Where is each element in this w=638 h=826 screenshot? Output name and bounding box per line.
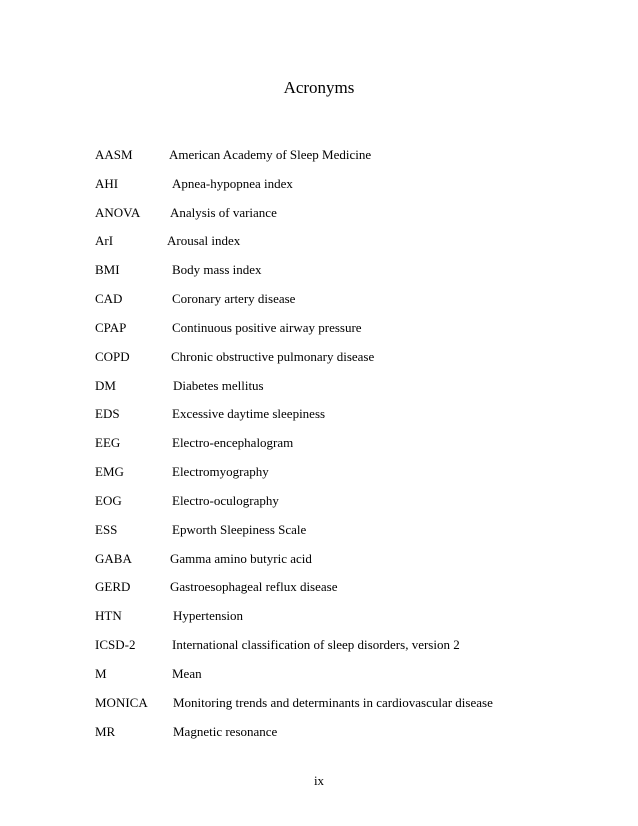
acronym-definition: Gastroesophageal reflux disease [170, 579, 338, 595]
acronym-definition: Epworth Sleepiness Scale [172, 521, 307, 537]
acronym-row [95, 147, 595, 176]
acronym-term: CAD [95, 291, 123, 307]
acronym-row [95, 378, 595, 407]
acronym-definition: Analysis of variance [170, 204, 277, 220]
acronym-term: GABA [95, 550, 132, 566]
acronym-row [95, 551, 595, 580]
page-title: Acronyms [283, 78, 355, 97]
acronym-definition: Gamma amino butyric acid [170, 550, 312, 566]
acronym-row [95, 262, 595, 291]
acronym-definition: Excessive daytime sleepiness [172, 406, 326, 422]
acronym-row [95, 464, 595, 493]
acronym-definition: Continuous positive airway pressure [172, 319, 362, 335]
acronym-term: HTN [95, 608, 122, 624]
acronym-row [95, 406, 595, 435]
acronym-definition: Hypertension [173, 608, 244, 624]
acronym-row [95, 522, 595, 551]
acronym-row [95, 493, 595, 522]
acronym-term: AHI [95, 175, 119, 191]
acronym-term: AASM [95, 147, 133, 162]
acronym-row [95, 349, 595, 378]
acronym-row [95, 579, 595, 608]
acronym-definition: Arousal index [167, 233, 241, 249]
acronym-definition: Diabetes mellitus [173, 377, 264, 393]
acronym-term: COPD [95, 348, 130, 364]
acronym-row [95, 695, 595, 724]
acronym-term: EMG [95, 464, 124, 480]
page-number: ix [313, 773, 325, 788]
acronym-row [95, 205, 595, 234]
acronym-row [95, 666, 595, 695]
acronym-row [95, 637, 595, 666]
acronym-term: ESS [95, 521, 118, 537]
acronym-term: MONICA [95, 694, 148, 710]
acronym-definition: Magnetic resonance [173, 723, 278, 739]
acronym-definition: American Academy of Sleep Medicine [169, 147, 372, 162]
acronym-term: EDS [95, 406, 120, 422]
acronym-term: CPAP [95, 319, 127, 335]
acronym-definition: Electro-encephalogram [172, 435, 294, 451]
acronym-term: ArI [95, 233, 114, 249]
acronym-row [95, 233, 595, 262]
acronym-term: ICSD-2 [95, 637, 136, 653]
acronym-row [95, 320, 595, 349]
acronym-term: MR [95, 723, 116, 739]
acronym-row [95, 176, 595, 205]
acronym-definition: Apnea-hypopnea index [172, 175, 293, 191]
acronym-term: ANOVA [95, 204, 141, 220]
acronym-term: GERD [95, 579, 131, 595]
acronym-definition: Mean [172, 665, 202, 681]
acronym-term: BMI [95, 262, 120, 278]
acronym-definition: Coronary artery disease [172, 291, 296, 307]
acronym-definition: Electro-oculography [172, 492, 279, 508]
acronym-term: DM [95, 377, 116, 393]
acronym-definition: Body mass index [172, 262, 262, 278]
acronym-row [95, 435, 595, 464]
acronym-list [95, 147, 595, 752]
acronym-term: M [95, 665, 107, 681]
acronym-term: EOG [95, 492, 122, 508]
acronym-definition: Chronic obstructive pulmonary disease [171, 348, 375, 364]
acronym-definition: Electromyography [172, 464, 269, 480]
acronym-row [95, 724, 595, 753]
acronym-row [95, 608, 595, 637]
acronym-term: EEG [95, 435, 121, 451]
acronym-definition: Monitoring trends and determinants in cardiovascular disease [173, 694, 493, 710]
acronym-row [95, 291, 595, 320]
acronym-definition: International classification of sleep disorders, version 2 [172, 637, 460, 653]
